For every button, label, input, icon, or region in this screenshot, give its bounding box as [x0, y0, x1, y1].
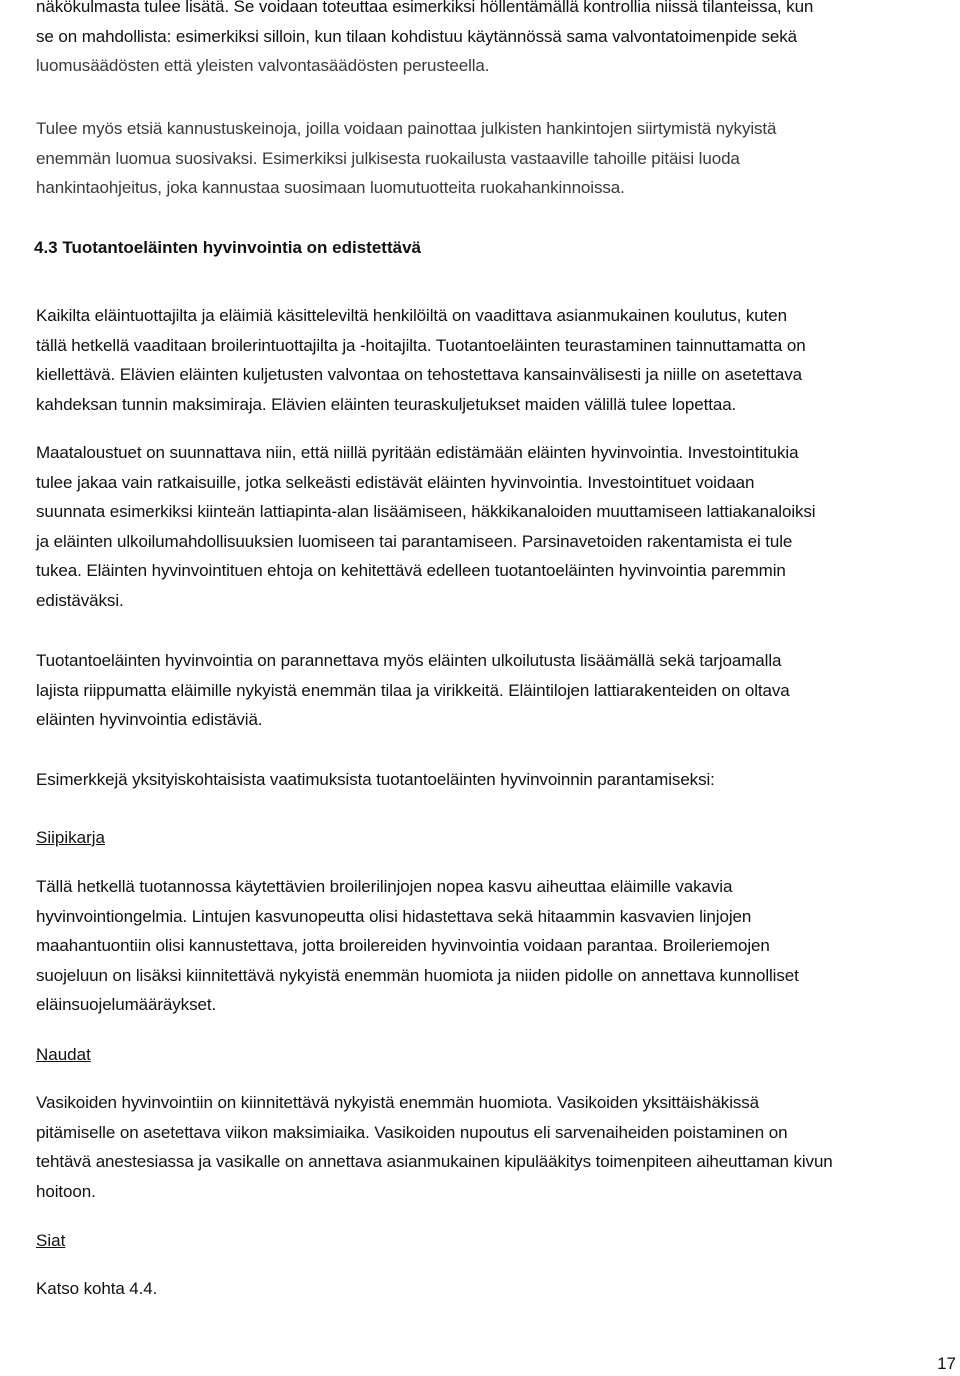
- paragraph-incentives: [36, 114, 776, 203]
- text-line: kiellettävä. Elävien eläinten kuljetusten valvontaa on tehostettava kansainvälisesti ja niille on asetettava: [36, 365, 803, 385]
- section-heading-4-3: [34, 233, 421, 263]
- text-line: tällä hetkellä vaaditaan broilerintuottajilta ja -hoitajilta. Tuotantoeläinten teurastaminen tainnuttamatta on: [36, 335, 806, 355]
- pigs-paragraph: [36, 1274, 157, 1304]
- text-line: ja eläinten ulkoilumahdollisuuksien luomiseen tai parantamiseen. Parsinavetoiden rakentamista ei tule: [36, 531, 793, 551]
- text-line: lajista riippumatta eläimille nykyistä enemmän tilaa ja virikkeitä. Eläintilojen lattiarakenteiden on oltava: [36, 680, 790, 700]
- text-line: hankintaohjeitus, joka kannustaa suosimaan luomutuotteita ruokahankinnoissa.: [36, 178, 625, 198]
- text-line: eläinsuojelumääräykset.: [36, 995, 217, 1015]
- text-line: se on mahdollista: esimerkiksi silloin, kun tilaan kohdistuu käytännössä sama valvontatoimenpide sekä: [36, 26, 797, 46]
- paragraph-poultry: [36, 872, 799, 1020]
- text-line: suunnata esimerkiksi kiinteän lattiapinta-alan lisäämiseen, häkkikanaloiden muuttamiseen lattiakanaloiksi: [36, 502, 816, 522]
- text-line: Vasikoiden hyvinvointiin on kiinnitettävä nykyistä enemmän huomiota. Vasikoiden yksittäishäkissä: [36, 1093, 760, 1112]
- text-line: hoitoon.: [36, 1181, 96, 1201]
- text-line: Katso kohta 4.4.: [36, 1279, 158, 1298]
- paragraph-training: [36, 301, 806, 419]
- cattle-section: [36, 1040, 91, 1070]
- text-line: tulee jakaa vain ratkaisuille, jotka selkeästi edistävät eläinten hyvinvointia. Investointituet voidaan: [36, 472, 755, 492]
- text-line: Maataloustuet on suunnattava niin, että niillä pyritään edistämään eläinten hyvinvointia. Investointitukia: [36, 443, 799, 462]
- subheading-cattle: Naudat: [36, 1045, 91, 1064]
- subheading-poultry: Siipikarja: [36, 828, 105, 847]
- text-line: hyvinvointiongelmia. Lintujen kasvunopeutta olisi hidastettava sekä hitaammin kasvavien linjojen: [36, 906, 752, 926]
- paragraph-cattle: [36, 1088, 833, 1206]
- text-line: kahdeksan tunnin maksimiraja. Elävien eläinten teuraskuljetukset maiden välillä tulee lopettaa.: [36, 394, 737, 414]
- text-line: Tuotantoeläinten hyvinvointia on parannettava myös eläinten ulkoilutusta lisäämällä sekä tarjoamalla: [36, 651, 782, 670]
- paragraph-subsidies: [36, 438, 816, 616]
- section-title: 4.3 Tuotantoeläinten hyvinvointia on edistettävä: [34, 238, 421, 257]
- text-line: Kaikilta eläintuottajilta ja eläimiä käsitteleviltä henkilöiltä on vaadittava asianmukainen koulutus, kuten: [36, 306, 787, 325]
- paragraph-outdoor: [36, 646, 790, 735]
- page-number: 17: [937, 1354, 956, 1373]
- text-line: Tulee myös etsiä kannustuskeinoja, joilla voidaan painottaa julkisten hankintojen siirtymistä nykyistä: [36, 119, 777, 138]
- text-line: Esimerkkejä yksityiskohtaisista vaatimuksista tuotantoeläinten hyvinvoinnin parantamiseksi:: [36, 770, 715, 789]
- text-line: maahantuontiin olisi kannustettava, jotta broilereiden hyvinvointia voidaan parantaa. Broileriemojen: [36, 936, 770, 956]
- text-line: enemmän luomua suosivaksi. Esimerkiksi julkisesta ruokailusta vastaaville tahoille pitäisi luoda: [36, 148, 740, 168]
- text-line: eläinten hyvinvointia edistäviä.: [36, 710, 263, 730]
- subheading-pigs: Siat: [36, 1231, 66, 1250]
- text-line: Tällä hetkellä tuotannossa käytettävien broilerilinjojen nopea kasvu aiheuttaa eläimille vakavia: [36, 877, 733, 896]
- text-line: näkökulmasta tulee lisätä. Se voidaan toteuttaa esimerkiksi höllentämällä kontrollia niissä tilanteissa, kun: [36, 0, 814, 16]
- text-line: suojeluun on lisäksi kiinnitettävä nykyistä enemmän huomiota ja niiden pidolle on annettava kunnolliset: [36, 965, 799, 985]
- top-paragraph: [36, 0, 813, 81]
- text-line: edistäväksi.: [36, 590, 124, 610]
- text-line: tukea. Eläinten hyvinvointituen ehtoja on kehitettävä edelleen tuotantoeläinten hyvinvointia paremmin: [36, 561, 786, 581]
- poultry-section: [36, 823, 105, 853]
- text-line: tehtävä anestesiassa ja vasikalle on annettava asianmukainen kipulääkitys toimenpiteen aiheuttaman kivun: [36, 1152, 833, 1172]
- text-line: pitämiselle on asetettava viikon maksimiaika. Vasikoiden nupoutus eli sarvenaiheiden poistaminen on: [36, 1122, 788, 1142]
- text-line: luomusäädösten että yleisten valvontasäädösten perusteella.: [36, 56, 490, 76]
- pigs-section: [36, 1226, 65, 1256]
- examples-intro: [36, 765, 715, 795]
